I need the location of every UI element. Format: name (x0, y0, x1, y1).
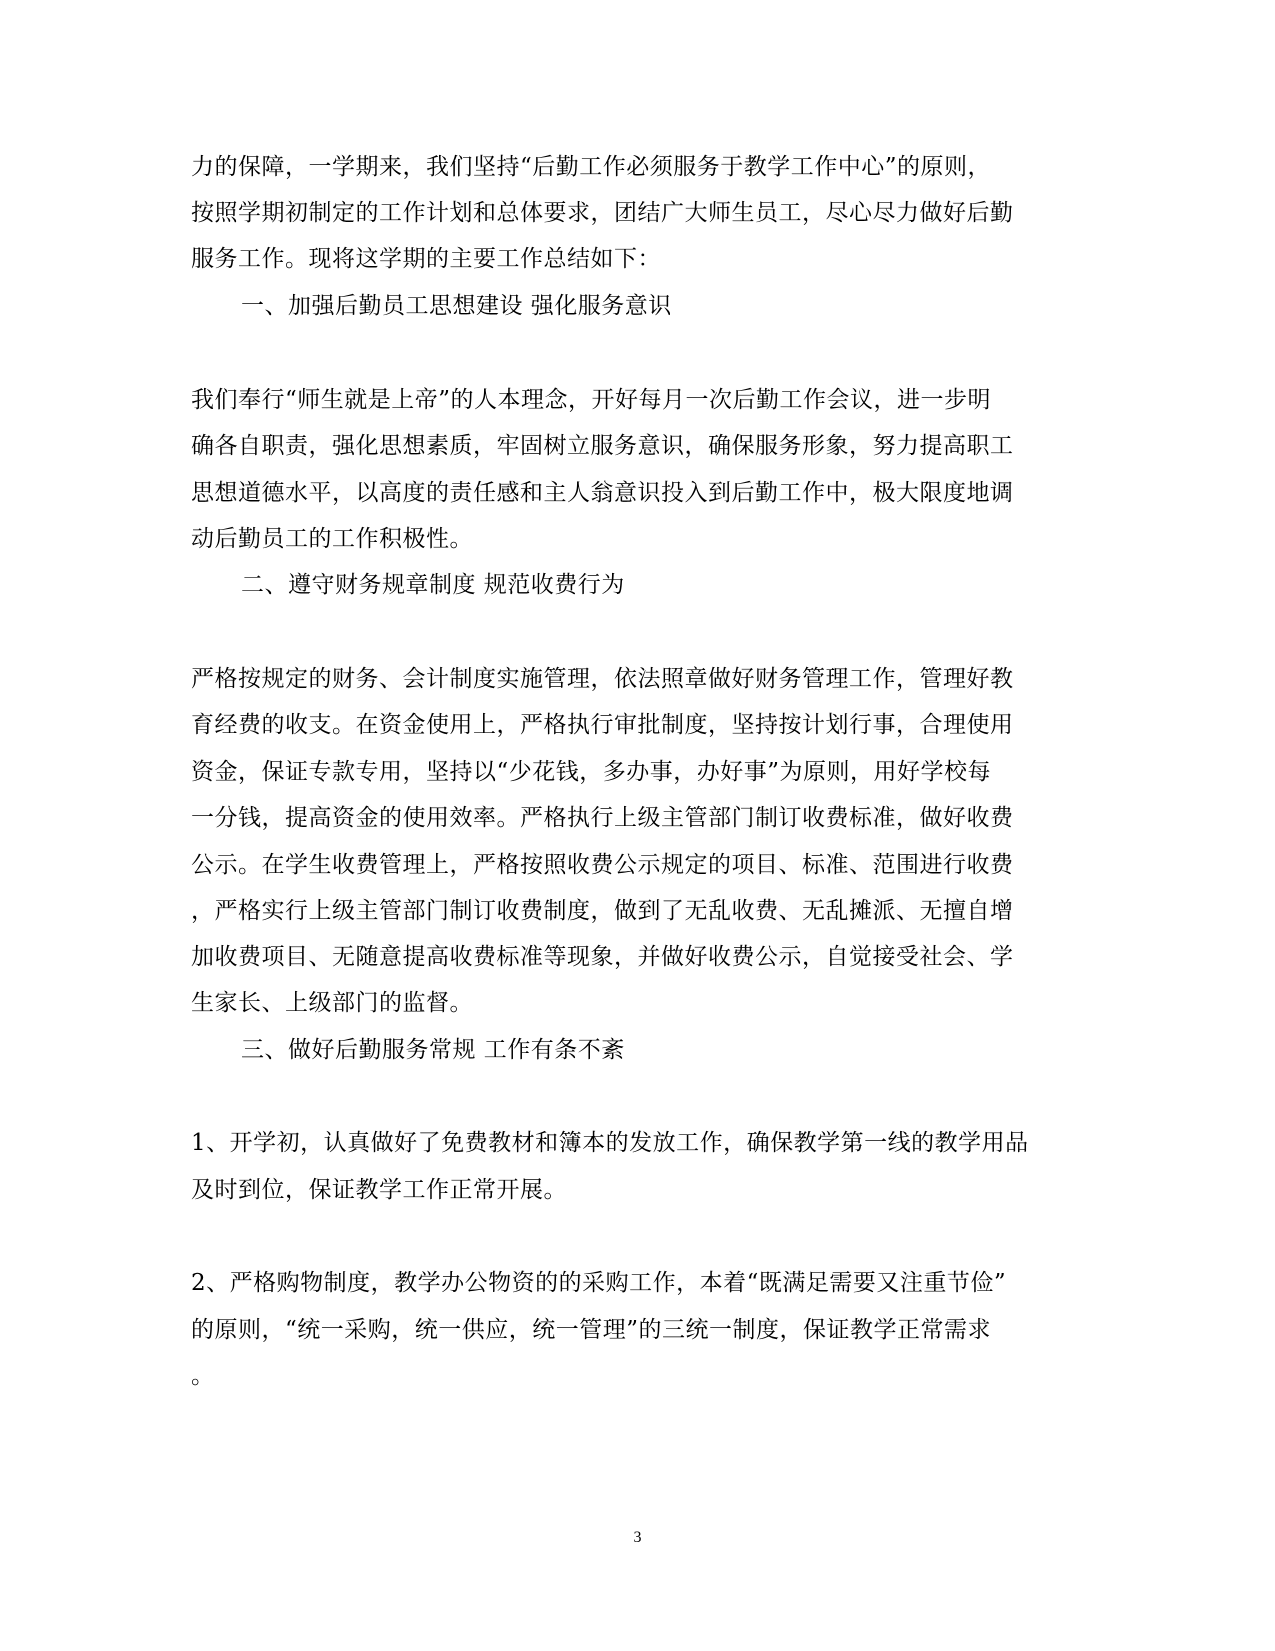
paragraph-line: 服务工作。现将这学期的主要工作总结如下： (191, 246, 661, 272)
paragraph-line: 一分钱，提高资金的使用效率。严格执行上级主管部门制订收费标准，做好收费 (191, 805, 1014, 831)
paragraph-line: 按照学期初制定的工作计划和总体要求，团结广大师生员工，尽心尽力做好后勤 (191, 200, 1014, 226)
paragraph-line: 的原则，“统一采购，统一供应，统一管理”的三统一制度，保证教学正常需求 (191, 1317, 992, 1343)
paragraph-line: 生家长、上级部门的监督。 (191, 990, 473, 1016)
paragraph-line: 动后勤员工的工作积极性。 (191, 526, 473, 552)
section-heading: 二、遵守财务规章制度 规范收费行为 (241, 572, 625, 598)
paragraph-line: 。 (191, 1363, 215, 1389)
paragraph-line: 我们奉行“师生就是上帝”的人本理念，开好每月一次后勤工作会议，进一步明 (191, 387, 992, 413)
paragraph-line: 力的保障，一学期来，我们坚持“后勤工作必须服务于教学工作中心”的原则， (191, 154, 992, 180)
paragraph-line: 育经费的收支。在资金使用上，严格执行审批制度，坚持按计划行事，合理使用 (191, 712, 1014, 738)
paragraph-line: ，严格实行上级主管部门制订收费制度，做到了无乱收费、无乱摊派、无擅自增 (191, 898, 1014, 924)
paragraph-line: 确各自职责，强化思想素质，牢固树立服务意识，确保服务形象，努力提高职工 (191, 433, 1014, 459)
paragraph-line: 2、严格购物制度，教学办公物资的的采购工作，本着“既满足需要又注重节俭” (191, 1270, 1007, 1296)
paragraph-line: 1、开学初，认真做好了免费教材和簿本的发放工作，确保教学第一线的教学用品 (191, 1130, 1029, 1156)
paragraph-line: 公示。在学生收费管理上，严格按照收费公示规定的项目、标准、范围进行收费 (191, 852, 1014, 878)
section-heading: 一、加强后勤员工思想建设 强化服务意识 (241, 293, 672, 319)
paragraph-line: 加收费项目、无随意提高收费标准等现象，并做好收费公示，自觉接受社会、学 (191, 944, 1014, 970)
page-number: 3 (633, 1529, 642, 1546)
paragraph-line: 思想道德水平，以高度的责任感和主人翁意识投入到后勤工作中，极大限度地调 (191, 480, 1014, 506)
paragraph-line: 及时到位，保证教学工作正常开展。 (191, 1177, 567, 1203)
section-heading: 三、做好后勤服务常规 工作有条不紊 (241, 1037, 625, 1063)
paragraph-line: 资金，保证专款专用，坚持以“少花钱，多办事，办好事”为原则，用好学校每 (191, 759, 992, 785)
paragraph-line: 严格按规定的财务、会计制度实施管理，依法照章做好财务管理工作，管理好教 (191, 666, 1014, 692)
